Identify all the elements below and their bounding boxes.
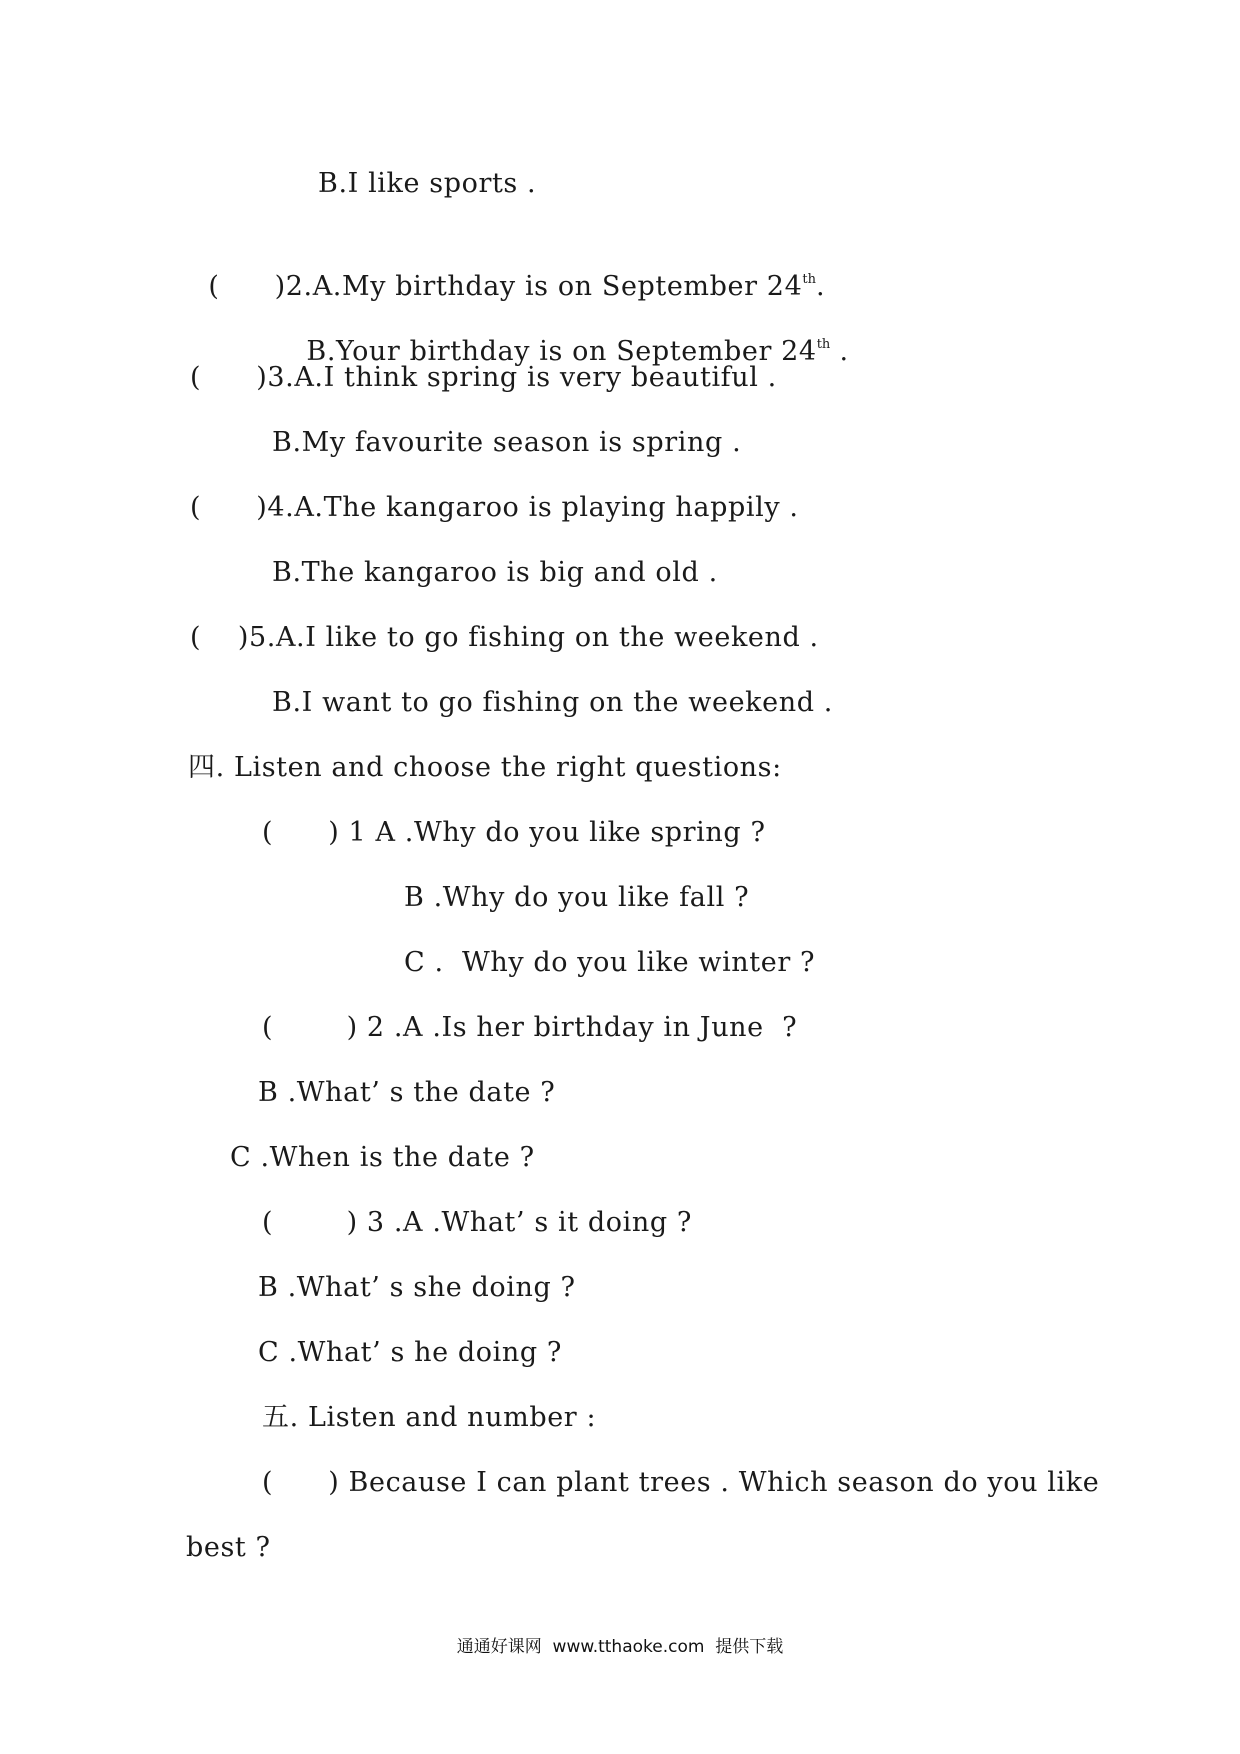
q2-option-a — [190, 232, 826, 302]
s4-q1-option-c: C . Why do you like winter ? — [404, 947, 816, 978]
s4-q1-option-b: B .Why do you like fall ? — [404, 882, 750, 913]
q2a-superscript: th — [802, 272, 816, 287]
s5-item-1: ( ) Because I can plant trees . Which season do you like — [262, 1467, 1100, 1498]
q3-option-a: ( )3.A.I think spring is very beautiful . — [190, 362, 777, 393]
q2a-text: ( )2.A.My birthday is on September 24 — [208, 271, 803, 302]
q4-option-a: ( )4.A.The kangaroo is playing happily . — [190, 492, 799, 523]
q2b-superscript: th — [816, 337, 831, 352]
section-5-heading: 五. Listen and number : — [262, 1402, 597, 1433]
q4-option-b: B.The kangaroo is big and old . — [272, 557, 718, 588]
q5-option-a: ( )5.A.I like to go fishing on the weekend . — [190, 622, 819, 653]
q5-option-b: B.I want to go fishing on the weekend . — [272, 687, 833, 718]
page-footer: 通通好课网 www.tthaoke.com 提供下载 — [456, 1637, 784, 1657]
s4-q1-option-a: ( ) 1 A .Why do you like spring ? — [262, 817, 766, 848]
s4-q2-option-c: C .When is the date ? — [230, 1142, 535, 1173]
s4-q3-option-c: C .What’ s he doing ? — [258, 1337, 562, 1368]
q2-option-b — [288, 297, 849, 367]
q2a-period: . — [815, 271, 826, 302]
s5-item-1-continued: best ? — [186, 1532, 271, 1563]
s4-q2-option-a: ( ) 2 .A .Is her birthday in June ? — [262, 1012, 798, 1043]
s4-q3-option-b: B .What’ s she doing ? — [258, 1272, 576, 1303]
s4-q3-option-a: ( ) 3 .A .What’ s it doing ? — [262, 1207, 692, 1238]
s4-q2-option-b: B .What’ s the date ? — [258, 1077, 556, 1108]
q2b-period: . — [830, 336, 849, 367]
line-1b-option: B.I like sports . — [318, 168, 537, 199]
q2b-text: B.Your birthday is on September 24 — [306, 336, 817, 367]
section-4-heading: 四. Listen and choose the right questions: — [188, 752, 782, 783]
q3-option-b: B.My favourite season is spring . — [272, 427, 742, 458]
